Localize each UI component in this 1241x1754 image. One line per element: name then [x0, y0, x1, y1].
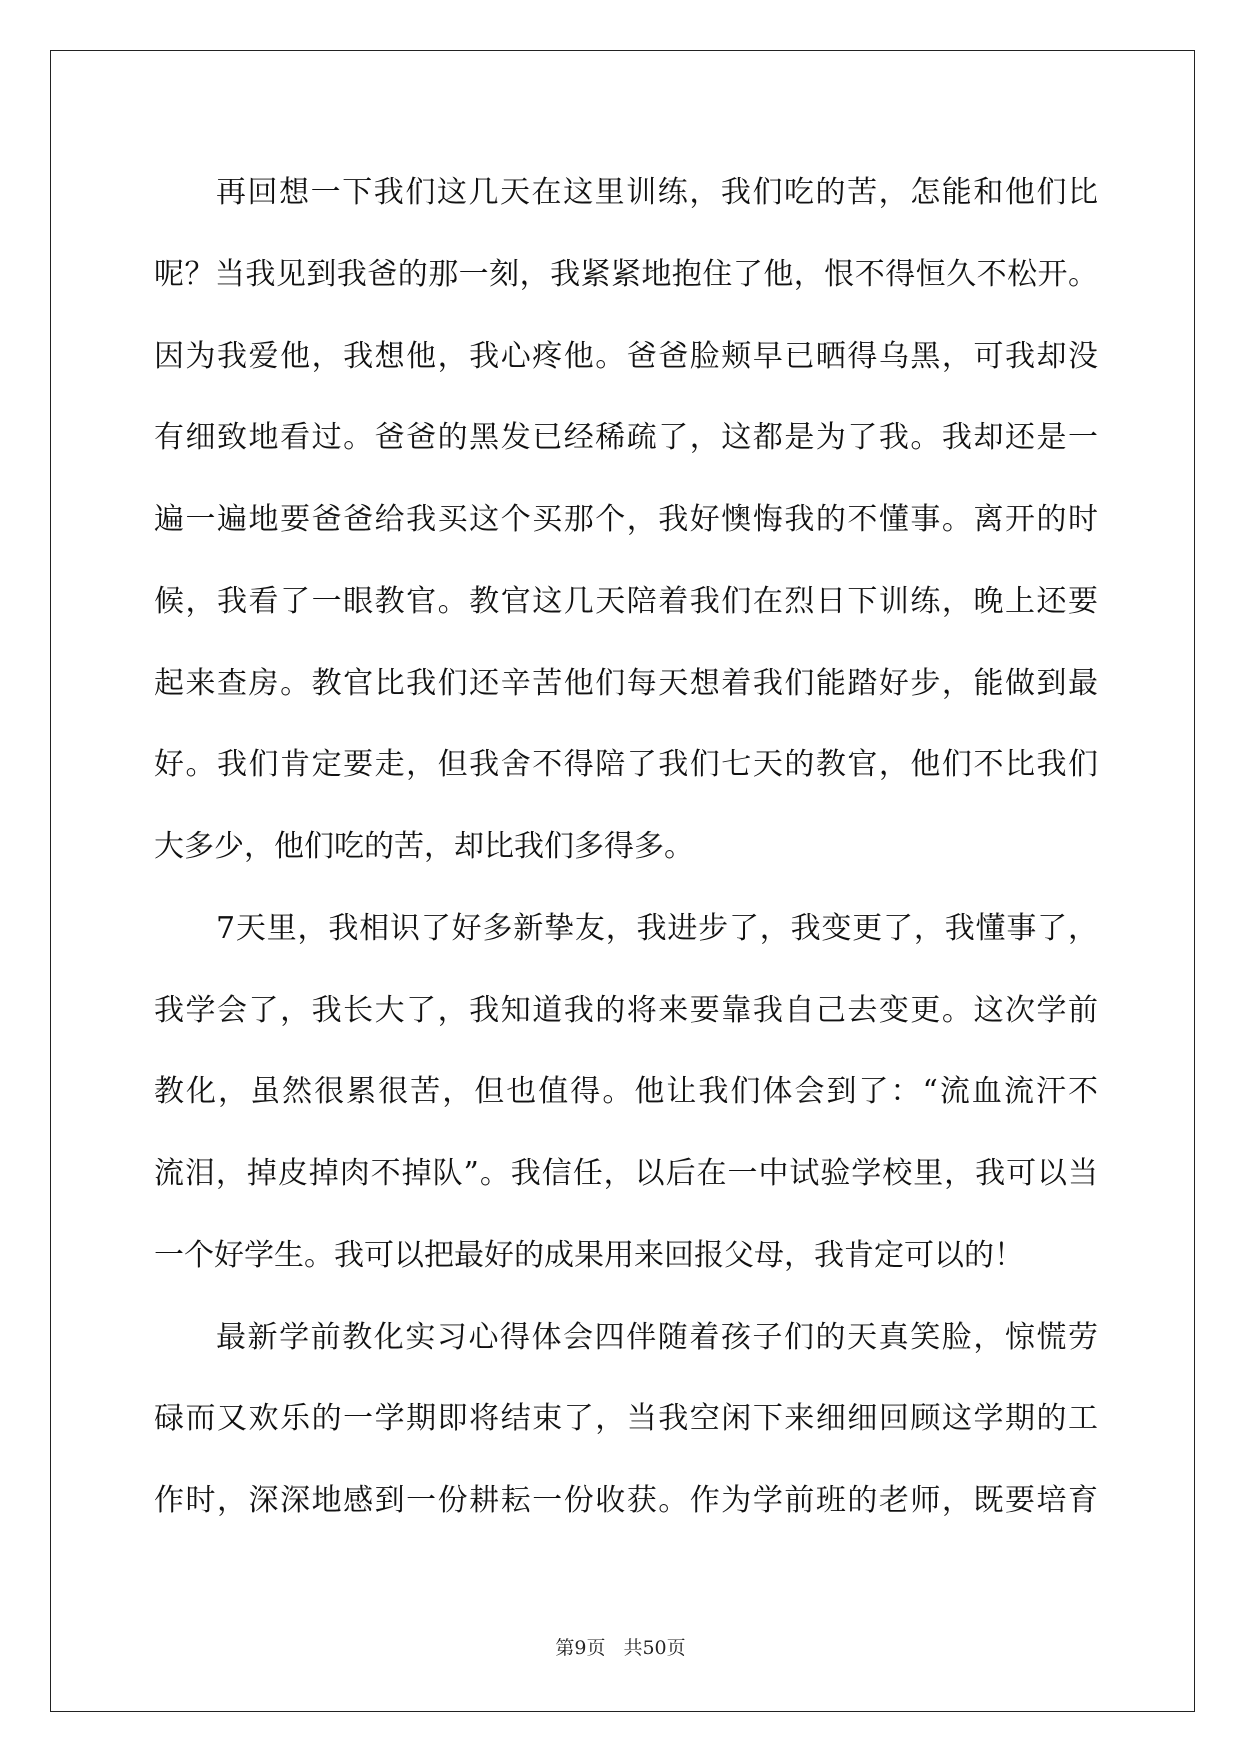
document-body [154, 152, 1098, 1542]
paragraph-2-line-3: 教化，虽然很累很苦，但也值得。他让我们体会到了：“流血流汗不 [154, 1074, 1098, 1110]
page-footer [0, 1634, 1241, 1662]
page-number: 第9页 [555, 1637, 606, 1659]
paragraph-2-line-4: 流泪，掉皮掉肉不掉队”。我信任，以后在一中试验学校里，我可以当 [154, 1156, 1098, 1191]
paragraph-2-line-1: 7天里，我相识了好多新挚友，我进步了，我变更了，我懂事了， [216, 910, 1098, 946]
paragraph-1-line-4: 有细致地看过。爸爸的黑发已经稀疏了，这都是为了我。我却还是一 [154, 420, 1098, 456]
paragraph-1-line-9: 大多少，他们吃的苦，却比我们多得多。 [154, 829, 694, 864]
paragraph-1-line-8: 好。我们肯定要走，但我舍不得陪了我们七天的教官，他们不比我们 [154, 747, 1098, 783]
paragraph-1-line-1: 再回想一下我们这几天在这里训练，我们吃的苦，怎能和他们比 [216, 175, 1098, 210]
paragraph-3-line-1: 最新学前教化实习心得体会四伴随着孩子们的天真笑脸，惊慌劳 [216, 1319, 1098, 1355]
paragraph-1-line-3: 因为我爱他，我想他，我心疼他。爸爸脸颊早已晒得乌黑，可我却没 [154, 338, 1098, 374]
paragraph-3-line-2: 碌而又欢乐的一学期即将结束了，当我空闲下来细细回顾这学期的工 [154, 1401, 1098, 1437]
paragraph-1-line-6: 候，我看了一眼教官。教官这几天陪着我们在烈日下训练，晚上还要 [154, 583, 1098, 619]
page-total: 共50页 [623, 1637, 686, 1659]
paragraph-1-line-5: 遍一遍地要爸爸给我买这个买那个，我好懊悔我的不懂事。离开的时 [154, 502, 1098, 537]
paragraph-2-line-5: 一个好学生。我可以把最好的成果用来回报父母，我肯定可以的！ [154, 1237, 1024, 1273]
paragraph-1-line-7: 起来查房。教官比我们还辛苦他们每天想着我们能踏好步，能做到最 [154, 665, 1098, 701]
paragraph-2-line-2: 我学会了，我长大了，我知道我的将来要靠我自己去变更。这次学前 [154, 992, 1098, 1028]
paragraph-3-line-3: 作时，深深地感到一份耕耘一份收获。作为学前班的老师，既要培育 [154, 1483, 1098, 1518]
paragraph-1-line-2: 呢？当我见到我爸的那一刻，我紧紧地抱住了他，恨不得恒久不松开。 [154, 256, 1098, 292]
